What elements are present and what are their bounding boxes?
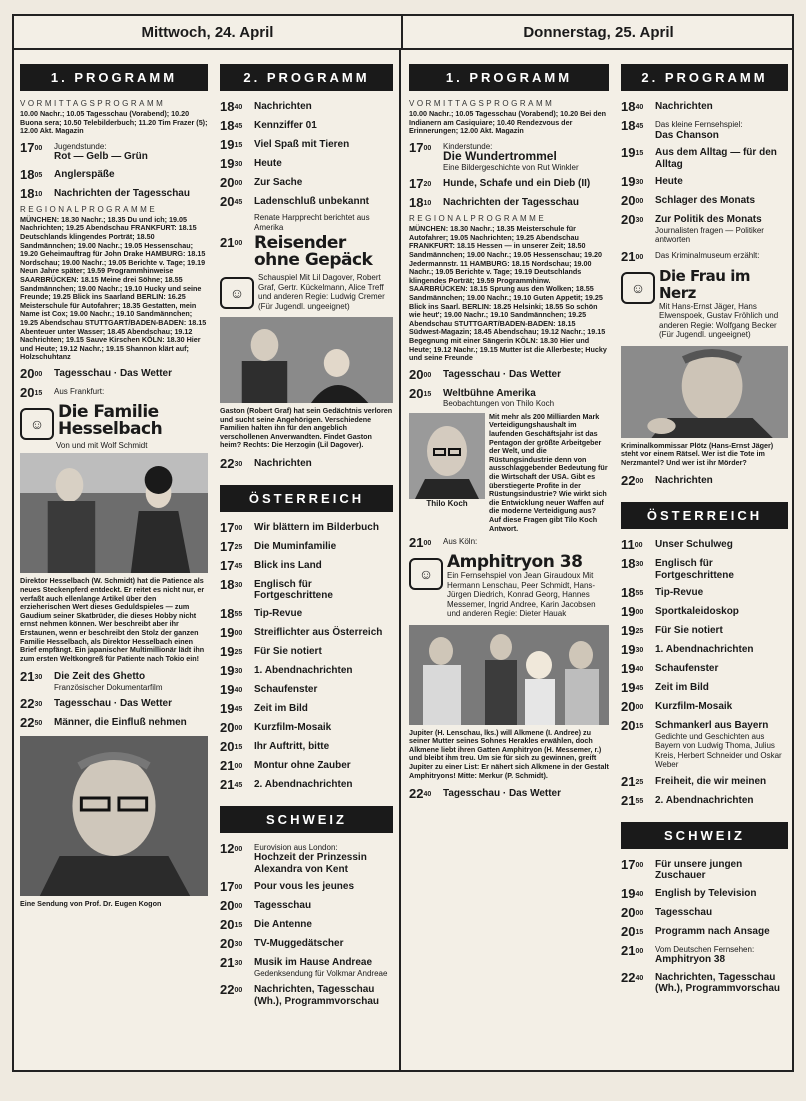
koch-label: Thilo Koch (426, 498, 468, 508)
swiss-box: SCHWEIZ (220, 806, 393, 833)
photo-caption: Direktor Hesselbach (W. Schmidt) hat die Patience als neues Steckenpferd entdeckt. Er reitet es nicht nur, er verfaßt auch ellenlange Artikel über den erzieherischen Wert dieses Geduldspieles — zum Gaudium seiner Skatbrüder, die dieses Hobby nicht ernst nehmen können. Wer beschreibt aber ihr Erstaunen, wenn er beschreibt den Stolz der ganzen Familie Hesselbach, als Direktor Hesselbach einen Brief empfängt. Ein japanischer Multimillionär lädt ihn zum ersten Weltkongreß für Patiente nach Tokio ein! (20, 576, 205, 663)
morning-program: 10.00 Nachr.; 10.05 Tagesschau (Vorabend); 10.20 Bei den Indianern am Casiquiare; 10.40 Rendezvous der Erinnerungen; 12.00 Akt. Magazin (409, 109, 607, 136)
morning-label: VORMITTAGSPROGRAMM (409, 99, 555, 108)
photo-hesselbach (20, 453, 208, 573)
listing-item: $19^{30}$ 1. Abendnachrichten (220, 662, 353, 678)
listing-item: $20^{00}$ Kurzfilm-Mosaik (220, 719, 332, 735)
featured-title: ☺ Amphitryon 38 Ein Fernsehspiel von Jean Giraudoux Mit Hermann Lenschau, Peer Schmidt, Hans-Jürgen Diedrich, Konrad Georg, Hannes Messemer, Ingrid Andree, Karin Jacobsen und anderen Regie: Dieter Hauak (409, 554, 609, 619)
listing-item: $21^{55}$ 2. Abendnachrichten (621, 792, 754, 808)
listing-item-featured: $21^{00}$ Das Kriminalmuseum erzählt: (621, 248, 760, 264)
koch-block (409, 413, 609, 533)
photo-caption: Gaston (Robert Graf) hat sein Gedächtnis verloren und sucht seine Angehörigen. Verschiedene Familien halten ihn für den angeblich verschollenen Anverwandten. Findet Gaston heim? Rechts: Die Herzogin (Lil Dagover). (220, 406, 393, 450)
listing-item: $22^{30}$ Tagesschau · Das Wetter (20, 696, 173, 712)
listing-item: $17^{00}$ Für unsere jungen Zuschauer (621, 856, 743, 882)
photo-amphitryon (409, 625, 609, 725)
listing-item: $20^{30}$ Zur Politik des Monats Journalisten fragen — Politiker antworten (621, 212, 764, 244)
listing-item: $20^{00}$ Zur Sache (220, 175, 303, 190)
listing-item-featured: $21^{00}$ Aus Köln: (409, 535, 478, 551)
listing-item: $17^{00}$ Jugendstunde: Rot — Gelb — Grün (20, 139, 148, 163)
listing-item: $19^{40}$ Schaufenster (220, 681, 318, 697)
listing-item: $18^{45}$ Das kleine Fernsehspiel: Das Chanson (621, 118, 743, 141)
photo-illustration (409, 413, 485, 499)
listing-item: $21^{00}$ Vom Deutschen Fernsehen: Amphitryon 38 (621, 942, 755, 966)
listing-item: $20^{00}$ Tagesschau · Das Wetter (20, 365, 173, 381)
listing-item: $19^{45}$ Zeit im Bild (220, 700, 308, 716)
listing-item: $21^{25}$ Freiheit, die wir meinen (621, 773, 767, 789)
listing-item: $19^{00}$ Streiflichter aus Österreich (220, 624, 383, 640)
listing-item: $21^{45}$ 2. Abendnachrichten (220, 776, 353, 792)
listing-item: $20^{15}$ Die Antenne (220, 917, 312, 933)
column-wed-program2 (214, 50, 401, 1070)
item-details: Renate Harpprecht berichtet aus Amerika (254, 213, 370, 232)
listing-item: $17^{00}$ Pour vous les jeunes (220, 879, 355, 895)
listing-item: $22^{00}$ Nachrichten (621, 473, 713, 489)
feature-details: Von und mit Wolf Schmidt (56, 440, 148, 450)
tv-icon: ☺ (621, 272, 655, 304)
regional-programs: MÜNCHEN: 18.30 Nachr.; 18.35 Du und ich; 19.05 Nachrichten; 19.25 Abendschau FRANKFURT: 18.15 Deutschlands klingendes Porträt; 18.50 Sandmännchen; 19.00 Nachr.; 19.05 Hessenschau; 19.20 Geheimauftrag für John Drake HAMBURG: 18.15 Nordschau; 19.00 Nachr.; 19.05 Berichte v. Tage; 19.19 Neun Jahre später; 19.59 Programmhinweise SAARBRÜCKEN: 18.15 Meine drei Söhne; 18.55 Sandmännchen; 19.00 Nachr.; 19.10 Hucky und seine Freunde; 19.25 Blick ins Saarland BERLIN: 16.25 Meisterschule für Autofahrer; 18.35 Gestatten, mein Name ist Cox; 19.00 Nachr.; 19.10 Sandmännchen; 19.25 Abendschau STUTTGART/BADEN-BADEN: 18.15 Abenteuer unter Wasser; 18.45 Abendschau; 19.12 Nachrichten; 19.15 Sauve Kirschen KÖLN: 18.30 Hier und Heute; 19.12 Nachr.; 19.15 Shannon klärt auf; Holzschuhtanz (20, 214, 207, 362)
listing-item: $17^{25}$ Die Muminfamilie (220, 538, 337, 554)
listing-item-featured: $21^{00}$ Reisender ohne Gepäck (220, 233, 373, 270)
photo-illustration (409, 625, 609, 725)
listing-item: $17^{00}$ Kinderstunde: Die Wundertrommel Eine Bildergeschichte von Rut Winkler (409, 139, 579, 172)
listing-item: $18^{40}$ Nachrichten (621, 99, 713, 114)
listing-item: $17^{45}$ Blick ins Land (220, 557, 322, 573)
photo-gaston (220, 317, 393, 403)
day-header-thursday: Donnerstag, 25. April (403, 16, 794, 50)
listing-item: $20^{00}$ Kurzfilm-Mosaik (621, 699, 733, 715)
listing-item: $21^{00}$ Montur ohne Zauber (220, 757, 351, 773)
photo-ploetz (621, 346, 788, 438)
photo-illustration (621, 346, 788, 438)
tv-listing-page (12, 14, 794, 1072)
listing-item: $19^{25}$ Für Sie notiert (621, 623, 723, 639)
listing-item: $20^{00}$ Tagesschau (220, 898, 312, 914)
morning-program: 10.00 Nachr.; 10.05 Tagesschau (Vorabend); 10.20 Buona sera; 10.50 Telebilderbuch; 11.20 Tim Frazer (5); 12.00 Akt. Magazin (20, 109, 208, 136)
morning-label: VORMITTAGSPROGRAMM (20, 99, 166, 108)
listing-item: $19^{40}$ English by Television (621, 885, 757, 901)
listing-item: $22^{40}$ Nachrichten, Tagesschau (Wh.), Programmvorschau (621, 969, 781, 995)
listing-item: $20^{00}$ Tagesschau (621, 904, 713, 920)
listing-item: $19^{15}$ Viel Spaß mit Tieren (220, 137, 350, 152)
listing-item: $22^{30}$ Nachrichten (220, 455, 312, 471)
listing-item: $20^{15}$ Programm nach Ansage (621, 923, 770, 939)
program-box-1: 1. PROGRAMM (20, 64, 208, 91)
listing-item: $18^{55}$ Tip-Revue (220, 605, 303, 621)
austria-box: ÖSTERREICH (621, 502, 788, 529)
listing-item: $22^{00}$ Nachrichten, Tagesschau (Wh.), Programmvorschau (220, 982, 380, 1007)
listing-item: $19^{00}$ Sportkaleidoskop (621, 604, 739, 620)
listing-item: $18^{55}$ Tip-Revue (621, 585, 704, 601)
listing-item: $18^{10}$ Nachrichten der Tagesschau (409, 195, 579, 211)
column-thu-program1 (403, 50, 615, 1070)
listing-item: $20^{30}$ TV-Muggedätscher (220, 936, 344, 952)
program-box-2: 2. PROGRAMM (621, 64, 788, 91)
listing-item: $21^{30}$ Die Zeit des Ghetto Französischer Dokumentarfilm (20, 669, 163, 692)
listing-item: $22^{40}$ Tagesschau · Das Wetter (409, 786, 562, 802)
column-thu-program2 (615, 50, 794, 1070)
listing-item: $20^{00}$ Tagesschau · Das Wetter (409, 366, 562, 382)
listing-item: $18^{05}$ Anglerspäße (20, 166, 115, 182)
listing-item: $21^{30}$ Musik im Hause Andreae Gedenksendung für Volkmar Andreae (220, 955, 388, 978)
listing-item: $19^{30}$ 1. Abendnachrichten (621, 642, 754, 658)
listing-item: $20^{15}$ Weltbühne Amerika Beobachtungen von Thilo Koch (409, 385, 555, 409)
feature-block: ☺ Schauspiel Mit Lil Dagover, Robert Graf, Gertr. Kückelmann, Alice Treff und anderen Regie: Ludwig Cremer (Für Jugendl. ungeeignet) (220, 273, 393, 311)
featured-title: ☺ Die Frau im Nerz Mit Hans-Ernst Jäger, Hans Elwenspoek, Gustav Fröhlich und anderen Regie: Wolfgang Becker (Für Jugendl. ungeeignet) (621, 268, 788, 340)
column-wed-program1 (14, 50, 214, 1070)
listing-item: $11^{00}$ Unser Schulweg (621, 537, 733, 553)
listing-item: $19^{25}$ Für Sie notiert (220, 643, 322, 659)
koch-text: Mit mehr als 200 Milliarden Mark Verteidigungshaushalt im laufenden Geschäftsjahr ist das Pentagon der größte Arbeitgeber der Welt, und die Rüstungsindustrie denn von ausschlaggebender Bedeutung für die Wirtschaft der USA. Gibt es überstiegerte Profite in der Rüstungsindustrie? Wie wirkt sich die Entwicklung neuer Waffen auf die moderne Verteidigung aus? Auf diese Fragen gibt Tilo Koch Antwort. (489, 411, 608, 533)
listing-item: $22^{50}$ Männer, die Einfluß nehmen (20, 715, 187, 731)
listing-item: $19^{45}$ Zeit im Bild (621, 680, 709, 696)
program-box-2: 2. PROGRAMM (220, 64, 393, 91)
tv-icon: ☺ (409, 558, 443, 590)
listing-item: $20^{45}$ Ladenschluß unbekannt (220, 194, 370, 209)
listing-item: $18^{45}$ Kennziffer 01 (220, 118, 317, 133)
listing-item: $19^{40}$ Schaufenster (621, 661, 719, 677)
austria-box: ÖSTERREICH (220, 485, 393, 512)
regional-programs: MÜNCHEN: 18.30 Nachr.; 18.35 Meisterschule für Autofahrer; 19.05 Nachrichten; 19.25 Abendschau FRANKFURT: 18.15 Hessen — in unserer Zeit; 18.50 Sandmännchen; 19.00 Nachr.; 19.05 Hessenschau; 19.20 Jedermannstr. 11 HAMBURG: 18.15 Nordschau; 19.00 Nachr.; 19.05 Berichte v. Tage; 19.19 Deutschlands klingendes Porträt; 19.59 Programmhinw. SAARBRÜCKEN: 18.15 Sprung aus den Wolken; 18.55 Sandmännchen; 19.00 Nachr.; 19.10 Guten Appetit; 19.25 Blick ins Saarl. BERLIN: 18.25 Helsinki; 18.55 So schön wie heut'; 19.00 Nachr.; 19.10 Sandmännchen; 19.25 Abendschau STUTTGART/BADEN-BADEN: 18.15 Südwest-Magazin; 18.45 Abendschau; 19.12 Nachr.; 19.15 Begegnung mit einer Sängerin KÖLN: 18.30 Hier und Heute; 19.12 Nachr.; 19.15 Mutter ist die Allerbeste; Hucky und seine Freunde (409, 224, 607, 363)
listing-item: $19^{30}$ Heute (621, 174, 683, 189)
photo-kogon (20, 736, 208, 896)
regional-label: REGIONALPROGRAMME (20, 204, 158, 214)
listing-item: $18^{40}$ Nachrichten (220, 99, 312, 114)
austria-list (621, 537, 788, 714)
listing-item-featured: $20^{15}$ Aus Frankfurt: (20, 384, 105, 400)
listing-item: $19^{30}$ Heute (220, 156, 282, 171)
listing-item: $18^{30}$ Englisch für Fortgeschrittene (220, 576, 333, 602)
tv-icon: ☺ (220, 277, 254, 309)
listing-item: $12^{00}$ Eurovision aus London: Hochzeit der Prinzessin Alexandra von Kent (220, 840, 367, 875)
photo-caption: Kriminalkommissar Plötz (Hans-Ernst Jäger) steht vor einem Rätsel. Wer ist die Tote im Nerzmantel? Und wer ist ihr Mörder? (621, 440, 774, 467)
photo-caption: Jupiter (H. Lenschau, lks.) will Alkmene (I. Andree) zu seiner Mutter seines Sohnes Herakles erwählen, doch Alkmene liebt ihren Gatten Amphitryon (H. Messemer, r.) und bleibt ihm treu. Um sie für sich zu gewinnen, greift Jupiter zu einer List: Er nähert sich Alkmene in der Gestalt Amphitryons! Mitte: Merkur (P. Schmidt). (409, 727, 609, 780)
swiss-box: SCHWEIZ (621, 822, 788, 849)
listing-item: $19^{15}$ Aus dem Alltag — für den Alltag (621, 145, 777, 170)
listing-item: $17^{20}$ Hunde, Schafe und ein Dieb (II) (409, 176, 591, 192)
featured-title: ☺ Die Familie Hesselbach (20, 404, 208, 440)
listing-item: $20^{00}$ Schlager des Monats (621, 193, 756, 208)
regional-label: REGIONALPROGRAMME (409, 214, 547, 224)
photo-illustration (20, 736, 208, 896)
photo-koch (409, 413, 485, 499)
photo-illustration (20, 453, 208, 573)
day-header-wednesday: Mittwoch, 24. April (14, 16, 403, 50)
program2-list (220, 99, 393, 209)
tv-icon: ☺ (20, 408, 54, 440)
photo-illustration (220, 317, 393, 403)
program-box-1: 1. PROGRAMM (409, 64, 609, 91)
listing-item: $18^{30}$ Englisch für Fortgeschrittene (621, 556, 734, 581)
listing-item: $20^{15}$ Ihr Auftritt, bitte (220, 738, 330, 754)
listing-item: $18^{10}$ Nachrichten der Tagesschau (20, 185, 190, 201)
photo-caption: Eine Sendung von Prof. Dr. Eugen Kogon (20, 899, 162, 909)
austria-list (220, 520, 393, 792)
listing-item: $17^{00}$ Wir blättern im Bilderbuch (220, 519, 379, 535)
listing-item: $20^{15}$ Schmankerl aus Bayern Gedichte und Geschichten aus Bayern von Ludwig Thoma, Julius Kreis, Herbert Schneider und Oskar Weber (621, 718, 782, 770)
